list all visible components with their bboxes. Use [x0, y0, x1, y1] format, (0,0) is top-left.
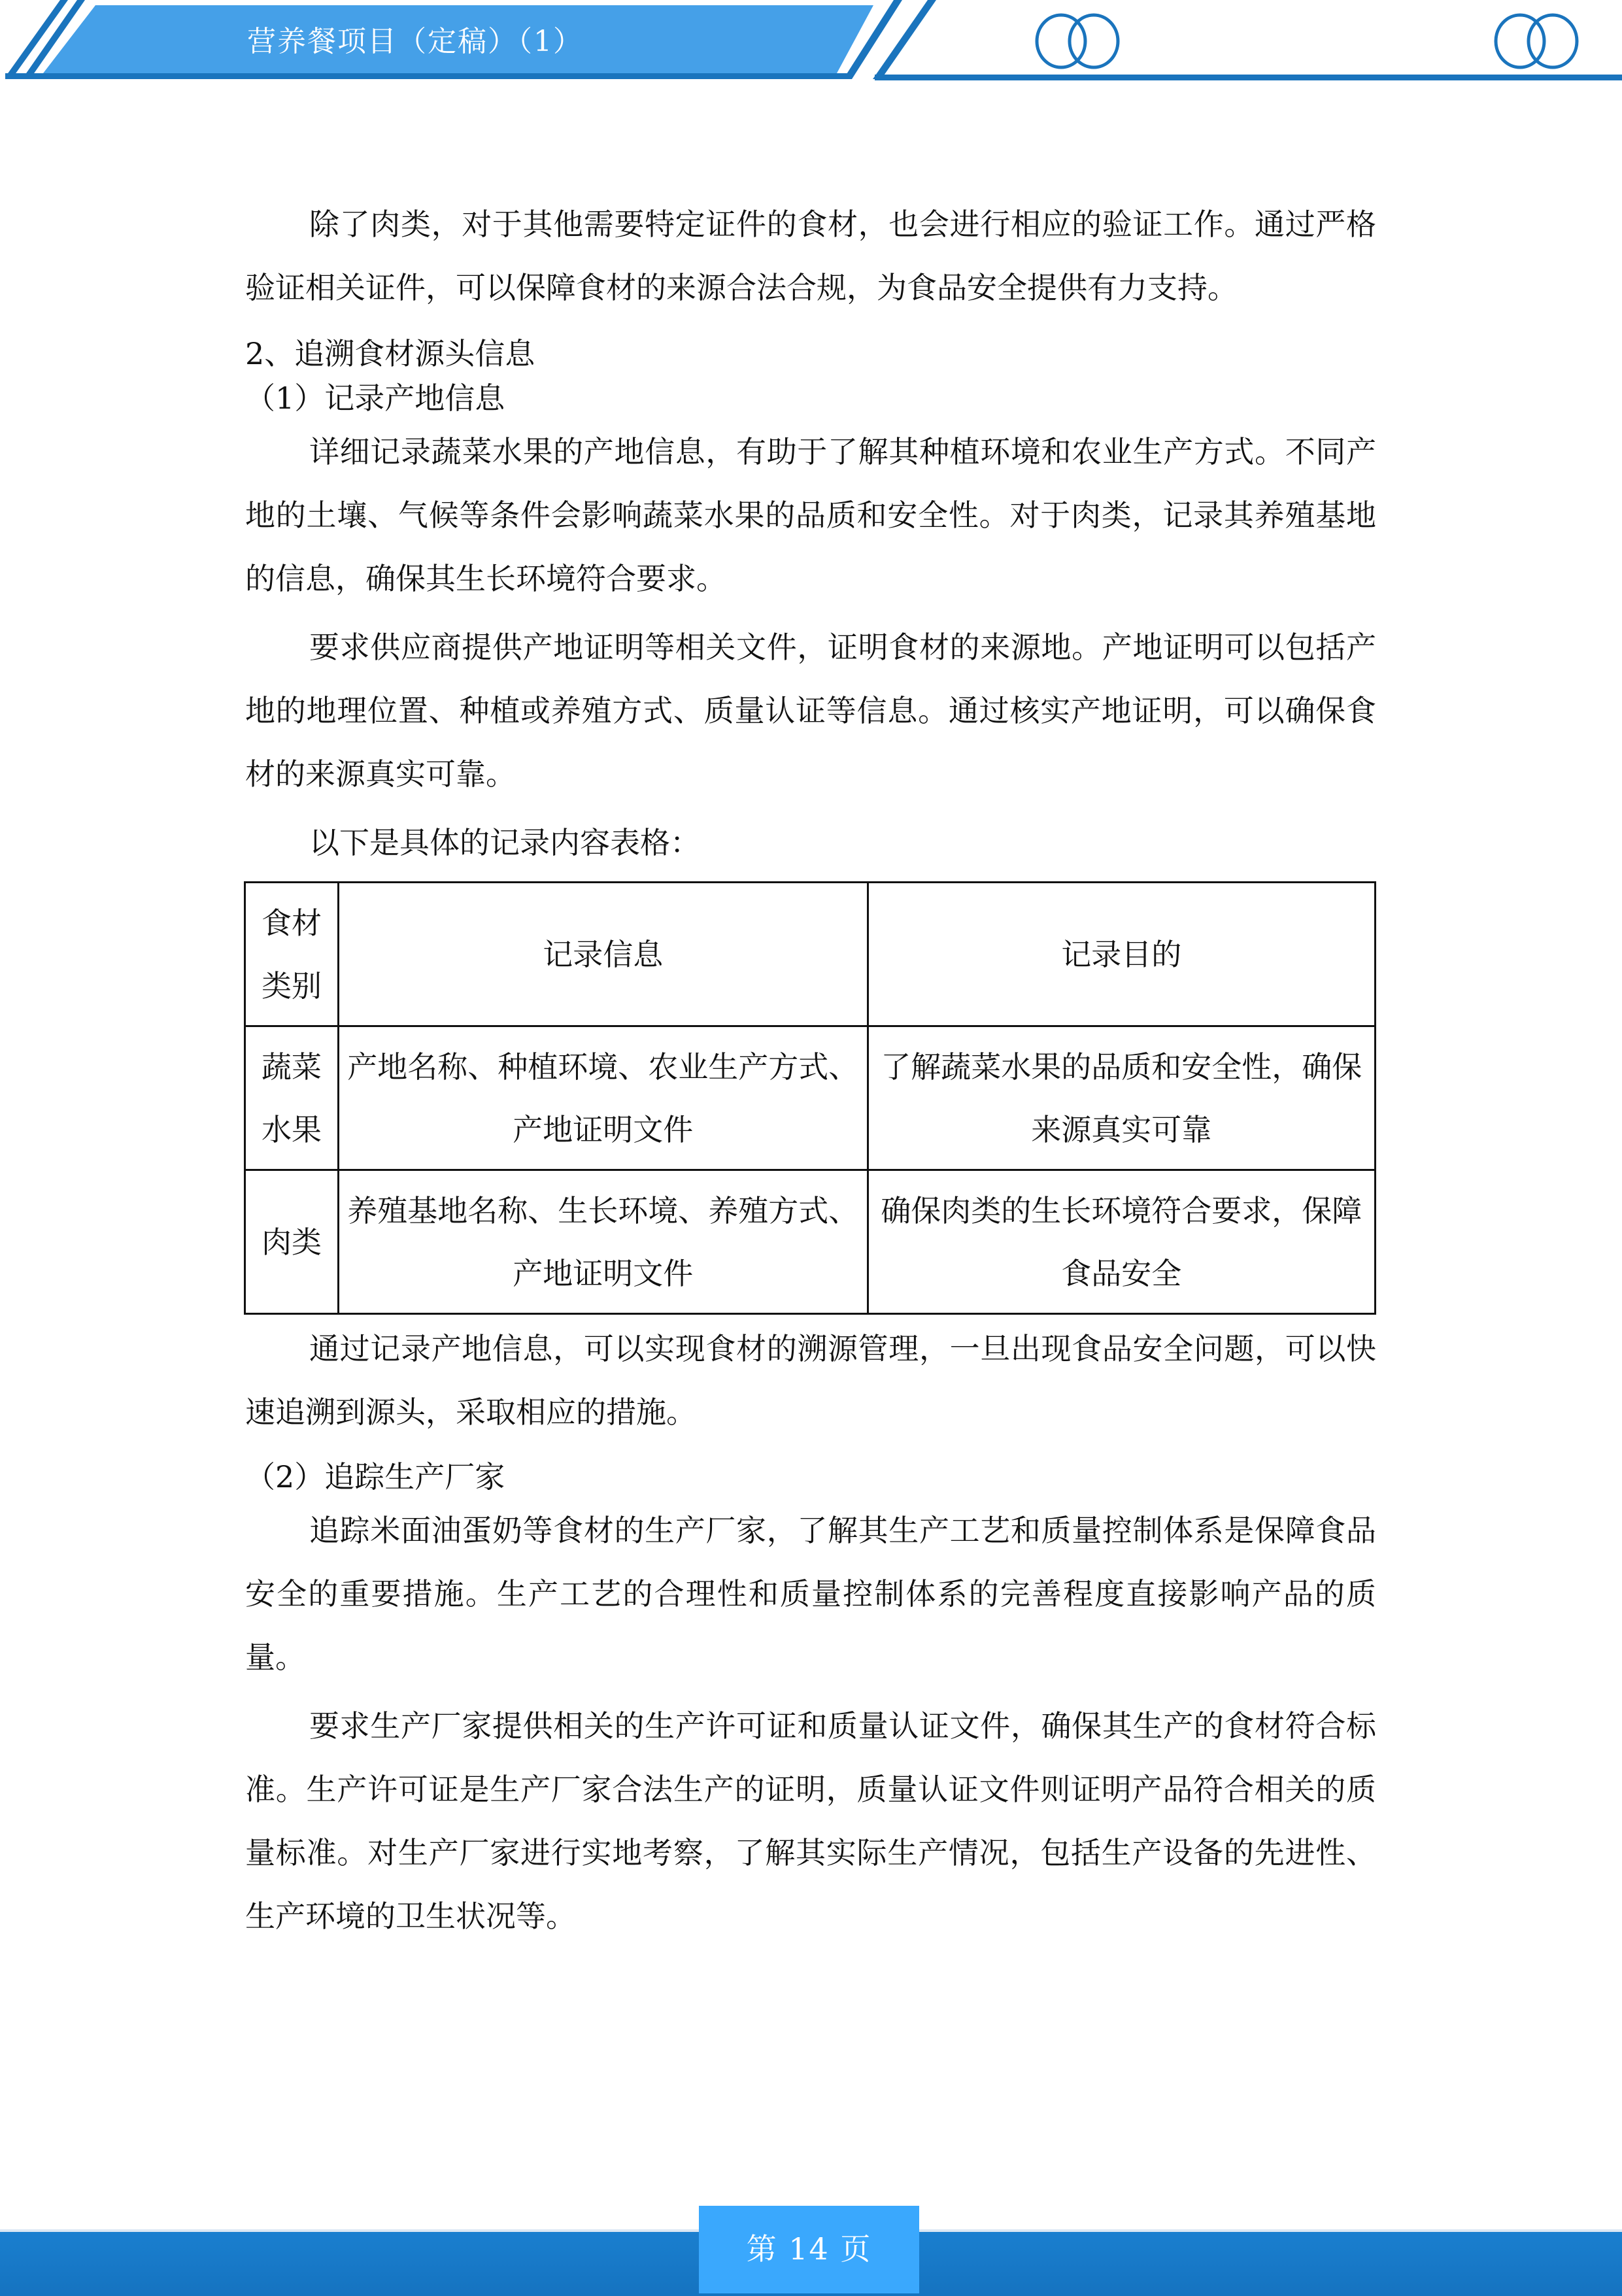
table-cell: 养殖基地名称、生长环境、养殖方式、产地证明文件 — [338, 1170, 868, 1314]
table-header-cell: 记录信息 — [338, 883, 868, 1026]
interlocking-rings-icon — [1020, 13, 1138, 78]
paragraph-origin-certificate: 要求供应商提供产地证明等相关文件，证明食材的来源地。产地证明可以包括产地的地理位置、种植或养殖方式、质量认证等信息。通过核实产地证明，可以确保食材的来源真实可靠。 — [245, 630, 1376, 792]
page-number: 第 14 页 — [746, 2231, 872, 2267]
paragraph-certificate-verification: 除了肉类，对于其他需要特定证件的食材，也会进行相应的验证工作。通过严格验证相关证件，可以保障食材的来源合法合规，为食品安全提供有力支持。 — [245, 207, 1376, 305]
table-row — [245, 1170, 1376, 1314]
paragraph-traceability: 通过记录产地信息，可以实现食材的溯源管理，一旦出现食品安全问题，可以快速追溯到源头，采取相应的措施。 — [245, 1331, 1376, 1430]
table-cell: 产地名称、种植环境、农业生产方式、产地证明文件 — [338, 1026, 868, 1170]
table-cell: 蔬菜水果 — [245, 1026, 339, 1170]
subsection-heading-track-manufacturer: （2）追踪生产厂家 — [245, 1459, 505, 1494]
table-header-cell: 食材类别 — [245, 883, 339, 1026]
document-title: 营养餐项目（定稿）（1） — [247, 25, 583, 58]
table-cell: 肉类 — [245, 1170, 339, 1314]
document-body — [245, 193, 1376, 1948]
paragraph-origin-info: 详细记录蔬菜水果的产地信息，有助于了解其种植环境和农业生产方式。不同产地的土壤、气候等条件会影响蔬菜水果的品质和安全性。对于肉类，记录其养殖基地的信息，确保其生长环境符合要求。 — [245, 434, 1376, 596]
paragraph-manufacturer-certification: 要求生产厂家提供相关的生产许可证和质量认证文件，确保其生产的食材符合标准。生产许可证是生产厂家合法生产的证明，质量认证文件则证明产品符合相关的质量标准。对生产厂家进行实地考察，了解其实际生产情况，包括生产设备的先进性、生产环境的卫生状况等。 — [245, 1708, 1376, 1934]
table-row — [245, 1026, 1376, 1170]
table-cell: 确保肉类的生长环境符合要求，保障食品安全 — [868, 1170, 1375, 1314]
subsection-heading-record-origin: （1）记录产地信息 — [245, 380, 505, 416]
table-header-row — [245, 883, 1376, 1026]
header-decoration — [0, 0, 1622, 85]
interlocking-rings-icon — [1479, 13, 1597, 78]
table-header-cell: 记录目的 — [868, 883, 1375, 1026]
table-cell: 了解蔬菜水果的品质和安全性，确保来源真实可靠 — [868, 1026, 1375, 1170]
origin-record-table — [244, 881, 1376, 1315]
section-heading-trace-source: 2、追溯食材源头信息 — [245, 336, 535, 371]
page-header — [0, 0, 1622, 85]
paragraph-table-intro: 以下是具体的记录内容表格： — [309, 825, 700, 860]
paragraph-manufacturer-tracking: 追踪米面油蛋奶等食材的生产厂家，了解其生产工艺和质量控制体系是保障食品安全的重要措施。生产工艺的合理性和质量控制体系的完善程度直接影响产品的质量。 — [245, 1513, 1376, 1675]
